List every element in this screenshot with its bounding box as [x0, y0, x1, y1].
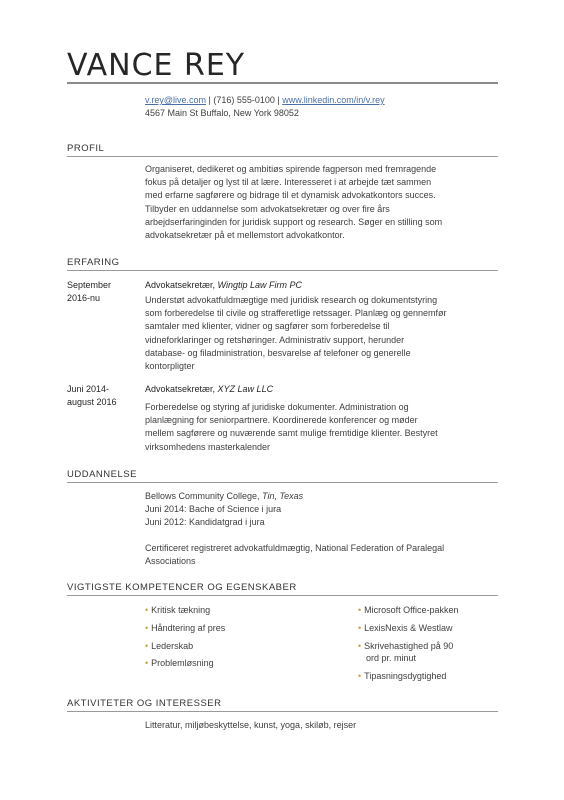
job-role: Advokatsekretær, — [145, 280, 218, 290]
section-divider — [67, 270, 498, 271]
contact-block — [145, 94, 385, 120]
profile-text — [145, 163, 485, 242]
school-location: Tin, Texas — [262, 491, 304, 501]
skill-item — [145, 640, 270, 652]
bullet-icon: • — [145, 605, 149, 615]
job-line: mellem sagførere og nuværende samt mulige fremtidige klienter. Bestyret — [145, 428, 438, 439]
school — [145, 490, 303, 503]
section-divider — [67, 711, 498, 712]
bullet-icon: • — [358, 671, 362, 681]
job-date-line: august 2016 — [67, 397, 117, 407]
skill-label: Skrivehastighed på 90 — [364, 641, 454, 651]
address: 4567 Main St Buffalo, New York 98052 — [145, 108, 299, 118]
job-line: samtaler med klienter, vidner og sagfører som forberedelse til — [145, 321, 390, 332]
skill-label: Tipasningsdygtighed — [364, 671, 447, 681]
job-line: planlægning for seniorpartnere. Koordinerede konferencer og møder — [145, 415, 418, 426]
skill-label: Microsoft Office-pakken — [364, 605, 459, 615]
email-link[interactable]: v.rey@live.com — [145, 95, 206, 105]
bullet-icon: • — [358, 605, 362, 615]
job-description — [145, 401, 485, 454]
job-line: Understøt advokatfuldmægtige med juridisk research og dokumentstyring — [145, 295, 438, 305]
section-divider — [67, 595, 498, 596]
skill-item — [145, 657, 270, 669]
degree: Juni 2014: Bache of Science i jura — [145, 504, 282, 514]
section-title-education: UDDANNELSE — [67, 469, 137, 480]
activities-text: Litteratur, miljøbeskyttelse, kunst, yoga, skiløb, rejser — [145, 720, 357, 730]
skill-item — [358, 670, 483, 682]
job-date-line: 2016-nu — [67, 293, 101, 303]
job-date-line: Juni 2014- — [67, 384, 110, 394]
certification-line: Certificeret registreret advokatfuldmægtig, National Federation of Paralegal — [145, 543, 445, 553]
section-title-activities: AKTIVITETER OG INTERESSER — [67, 698, 222, 709]
skill-item — [145, 622, 270, 634]
job-title — [145, 383, 273, 396]
bullet-icon: • — [145, 658, 149, 668]
profile-line: med erfarne sagførere og bidrage til et dynamisk advokatkontors succes. — [145, 190, 436, 201]
job-date — [67, 279, 142, 305]
section-title-profile: PROFIL — [67, 143, 105, 154]
school-name: Bellows Community College, — [145, 491, 263, 501]
skill-item — [145, 604, 270, 616]
profile-line: advokatsekretær på et mellemstort advokatkontor. — [145, 230, 345, 241]
certification — [145, 542, 444, 567]
profile-line: Tilbyder en uddannelse som advokatsekretær og over fire års — [145, 203, 390, 214]
skill-label-cont: ord pr. minut — [366, 653, 417, 663]
contact-separator: | — [274, 95, 283, 105]
contact-separator: | — [205, 95, 214, 105]
section-title-skills: VIGTIGSTE KOMPETENCER OG EGENSKABER — [67, 582, 297, 593]
job-line: vidneforklaringer og retshøringer. Administrativ support, herunder — [145, 334, 405, 345]
job-date — [67, 383, 142, 409]
job-company: Wingtip Law Firm PC — [217, 280, 302, 290]
section-divider — [67, 482, 498, 483]
name-divider — [67, 82, 498, 84]
bullet-icon: • — [145, 641, 149, 651]
job-description — [145, 294, 485, 373]
certification-line: Associations — [145, 555, 196, 566]
skill-label: Lederskab — [151, 641, 194, 651]
skill-label: Kritisk tækning — [151, 605, 211, 615]
bullet-icon: • — [358, 623, 362, 633]
bullet-icon: • — [145, 623, 149, 633]
linkedin-link[interactable]: www.linkedin.com/in/v.rey — [282, 95, 385, 105]
job-role: Advokatsekretær, — [145, 384, 218, 394]
skill-item — [358, 622, 483, 634]
skill-item — [358, 640, 483, 664]
profile-line: fokus på detaljer og lyst til at lære. Interesseret i at arbejde tæt sammen — [145, 177, 432, 188]
candidate-name: VANCE REY — [67, 48, 246, 83]
degree: Juni 2012: Kandidatgrad i jura — [145, 517, 265, 527]
job-title — [145, 279, 302, 292]
skill-label: Håndtering af pres — [151, 623, 226, 633]
section-divider — [67, 156, 498, 157]
contact-line — [145, 94, 385, 107]
job-line: kontorpligter — [145, 361, 195, 372]
job-line: Forberedelse og styring af juridiske dokumenter. Administration og — [145, 402, 409, 412]
phone-number: (716) 555-0100 — [213, 95, 275, 105]
profile-line: Organiseret, dedikeret og ambitiøs spirende fagperson med fremragende — [145, 164, 437, 174]
job-line: virksomhedens masterkalender — [145, 441, 271, 452]
bullet-icon: • — [358, 641, 362, 651]
job-company: XYZ Law LLC — [217, 384, 274, 394]
skill-label: Problemløsning — [151, 658, 214, 668]
job-line: som forberedelse til civile og strafferetlige retssager. Planlæg og gennemfør — [145, 308, 447, 319]
profile-line: arbejdserfaringinden for juridisk support og research. Søger en stilling som — [145, 216, 443, 227]
job-date-line: September — [67, 280, 112, 290]
section-title-experience: ERFARING — [67, 257, 120, 268]
skill-label: LexisNexis & Westlaw — [364, 623, 453, 633]
skill-item — [358, 604, 483, 616]
job-line: database- og filadministration, besvarelse af telefoner og generelle — [145, 347, 411, 358]
